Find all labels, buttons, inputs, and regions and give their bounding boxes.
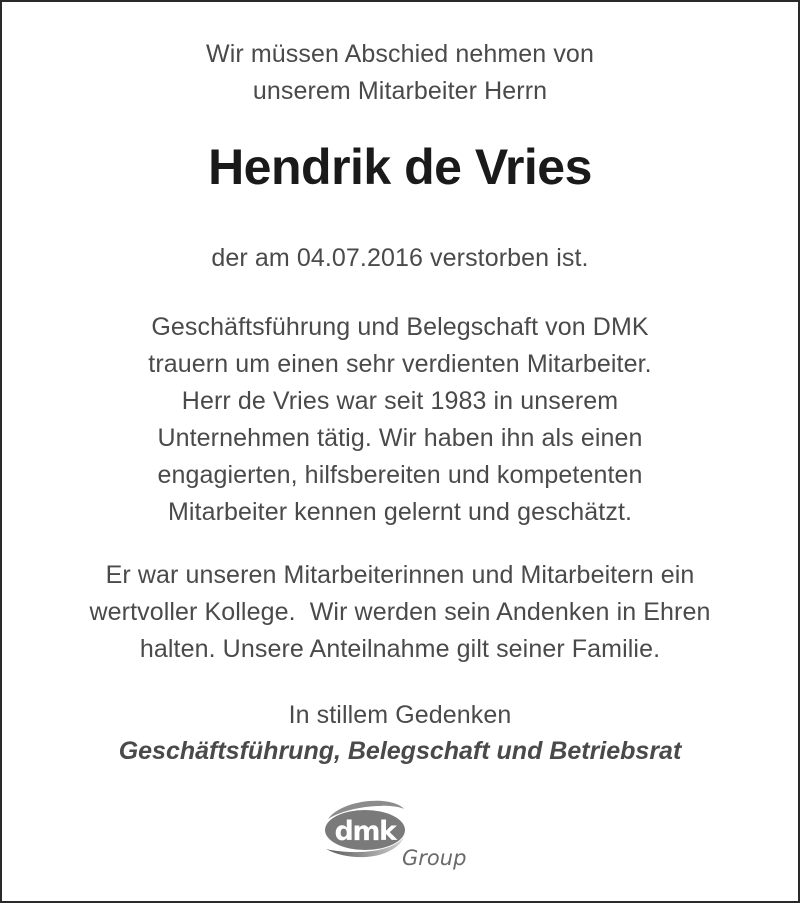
paragraph-line: halten. Unsere Anteilnahme gilt seiner Familie. (139, 635, 661, 663)
logo-tagline: Group (402, 846, 467, 870)
closing-line (0, 697, 800, 734)
paragraph-tribute (0, 557, 800, 668)
signers-line: Geschäftsführung, Belegschaft und Betriebsrat (118, 737, 682, 765)
intro-text (0, 36, 800, 110)
paragraph-line: trauern um einen sehr verdienten Mitarbeiter. (148, 350, 652, 378)
intro-line: Wir müssen Abschied nehmen von (206, 40, 594, 68)
paragraph-line: Mitarbeiter kennen gelernt und geschätzt. (167, 498, 633, 526)
death-date-line (0, 240, 800, 277)
paragraph-line: Er war unseren Mitarbeiterinnen und Mitarbeitern ein (105, 561, 695, 589)
paragraph-line: wertvoller Kollege. Wir werden sein Andenken in Ehren (89, 598, 711, 626)
dmk-group-logo (322, 797, 478, 871)
logo-mark: dmk (334, 816, 396, 847)
deceased-name: Hendrik de Vries (208, 139, 592, 195)
paragraph-line: Unternehmen tätig. Wir haben ihn als einen (157, 424, 643, 452)
closing-text: In stillem Gedenken (288, 701, 512, 729)
paragraph-line: Herr de Vries war seit 1983 in unserem (181, 387, 619, 415)
paragraph-line: engagierten, hilfsbereiten und kompetenten (157, 461, 643, 489)
paragraph-line: Geschäftsführung und Belegschaft von DMK (151, 313, 649, 341)
paragraph-condolence (0, 309, 800, 531)
intro-line: unserem Mitarbeiter Herrn (252, 77, 548, 105)
death-date-text: der am 04.07.2016 verstorben ist. (211, 244, 589, 272)
